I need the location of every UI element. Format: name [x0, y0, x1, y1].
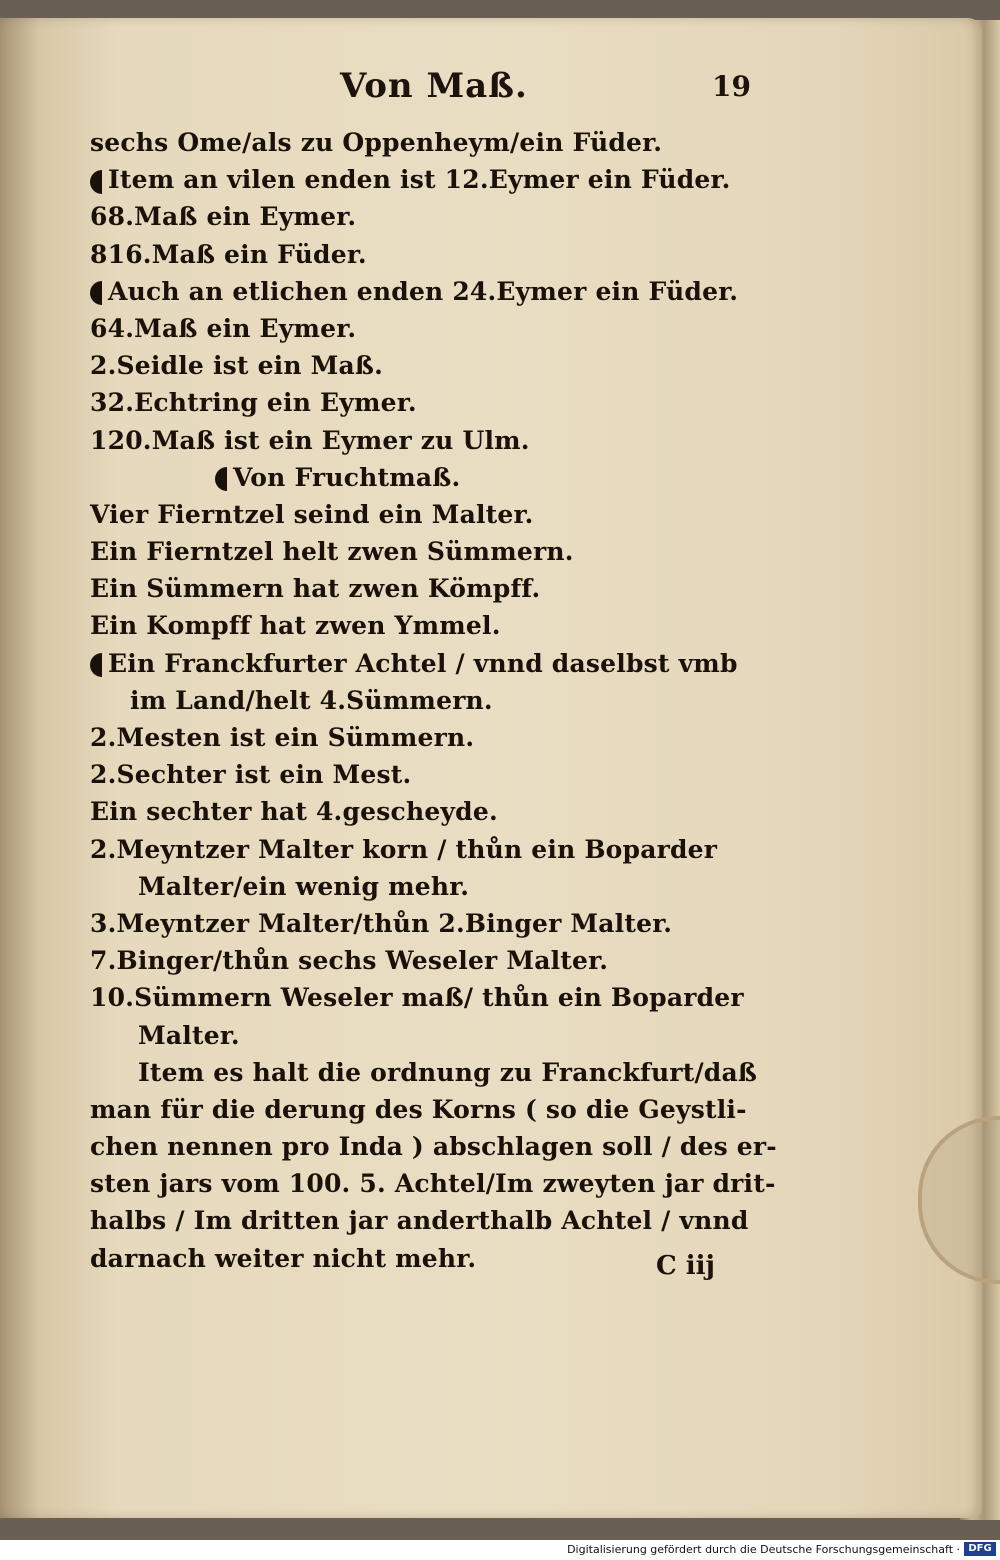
page-header [0, 66, 982, 116]
text-line: man für die derung des Korns ( so die Geystli- [90, 1094, 747, 1124]
text-line: sten jars vom 100. 5. Achtel/Im zweyten jar drit- [90, 1169, 776, 1199]
text-line: Malter/ein wenig mehr. [138, 871, 470, 901]
text-line: 32.Echtring ein Eymer. [90, 388, 417, 418]
text-line: im Land/helt 4.Sümmern. [130, 685, 493, 715]
text-line: Item es halt die ordnung zu Franckfurt/daß [138, 1057, 758, 1087]
text-line: 7.Binger/thůn sechs Weseler Malter. [90, 946, 609, 976]
text-line: Ein Kompff hat zwen Ymmel. [90, 611, 501, 641]
paragraph-mark-icon [90, 653, 102, 677]
text-line: Malter. [138, 1020, 240, 1050]
paragraph-mark-icon [215, 467, 227, 491]
text-line: sechs Ome/als zu Oppenheym/ein Füder. [90, 128, 663, 157]
text-line [90, 645, 820, 682]
paragraph-mark-icon [90, 281, 102, 305]
text-line [90, 273, 820, 310]
text-line: darnach weiter nicht mehr. [90, 1243, 477, 1273]
section-heading-text: Von Fruchtmaß. [233, 462, 461, 492]
text-line: 2.Meyntzer Malter korn / thůn ein Boparder [90, 834, 718, 864]
text-line: halbs / Im dritten jar anderthalb Achtel / vnnd [90, 1206, 749, 1236]
page-number: 19 [712, 70, 751, 103]
text-line: Vier Fierntzel seind ein Malter. [90, 499, 534, 529]
text-line: 68.Maß ein Eymer. [90, 202, 357, 232]
clasp-ring [918, 1116, 1000, 1284]
text-line-content: Ein Franckfurter Achtel / vnnd daselbst vmb [108, 648, 738, 678]
text-line: 2.Seidle ist ein Maß. [90, 351, 384, 381]
text-line-content: Auch an etlichen enden 24.Eymer ein Füder. [108, 276, 739, 306]
text-line: 816.Maß ein Füder. [90, 239, 367, 269]
running-head: Von Maß. [340, 66, 528, 106]
dfg-logo: DFG [964, 1542, 996, 1556]
text-line: 2.Sechter ist ein Mest. [90, 760, 412, 790]
text-line: Ein Sümmern hat zwen Kömpff. [90, 574, 541, 604]
text-line: chen nennen pro Inda ) abschlagen soll / des er- [90, 1132, 777, 1162]
text-line: Ein Fierntzel helt zwen Sümmern. [90, 537, 574, 567]
text-block [90, 124, 820, 1277]
signature-mark: C iij [656, 1251, 715, 1281]
paragraph-mark-icon [90, 170, 102, 194]
text-line: 3.Meyntzer Malter/thůn 2.Binger Malter. [90, 908, 673, 938]
section-heading [90, 459, 820, 496]
text-line: 10.Sümmern Weseler maß/ thůn ein Boparder [90, 983, 744, 1013]
text-line: Ein sechter hat 4.gescheyde. [90, 797, 498, 827]
text-line: 64.Maß ein Eymer. [90, 313, 357, 343]
text-line: 120.Maß ist ein Eymer zu Ulm. [90, 425, 530, 455]
text-line-content: Item an vilen enden ist 12.Eymer ein Füder. [108, 165, 731, 195]
text-line [90, 161, 820, 198]
footer-credit: Digitalisierung gefördert durch die Deutsche Forschungsgemeinschaft · [567, 1543, 960, 1556]
footer-bar [0, 1540, 1000, 1560]
text-line: 2.Mesten ist ein Sümmern. [90, 723, 475, 752]
